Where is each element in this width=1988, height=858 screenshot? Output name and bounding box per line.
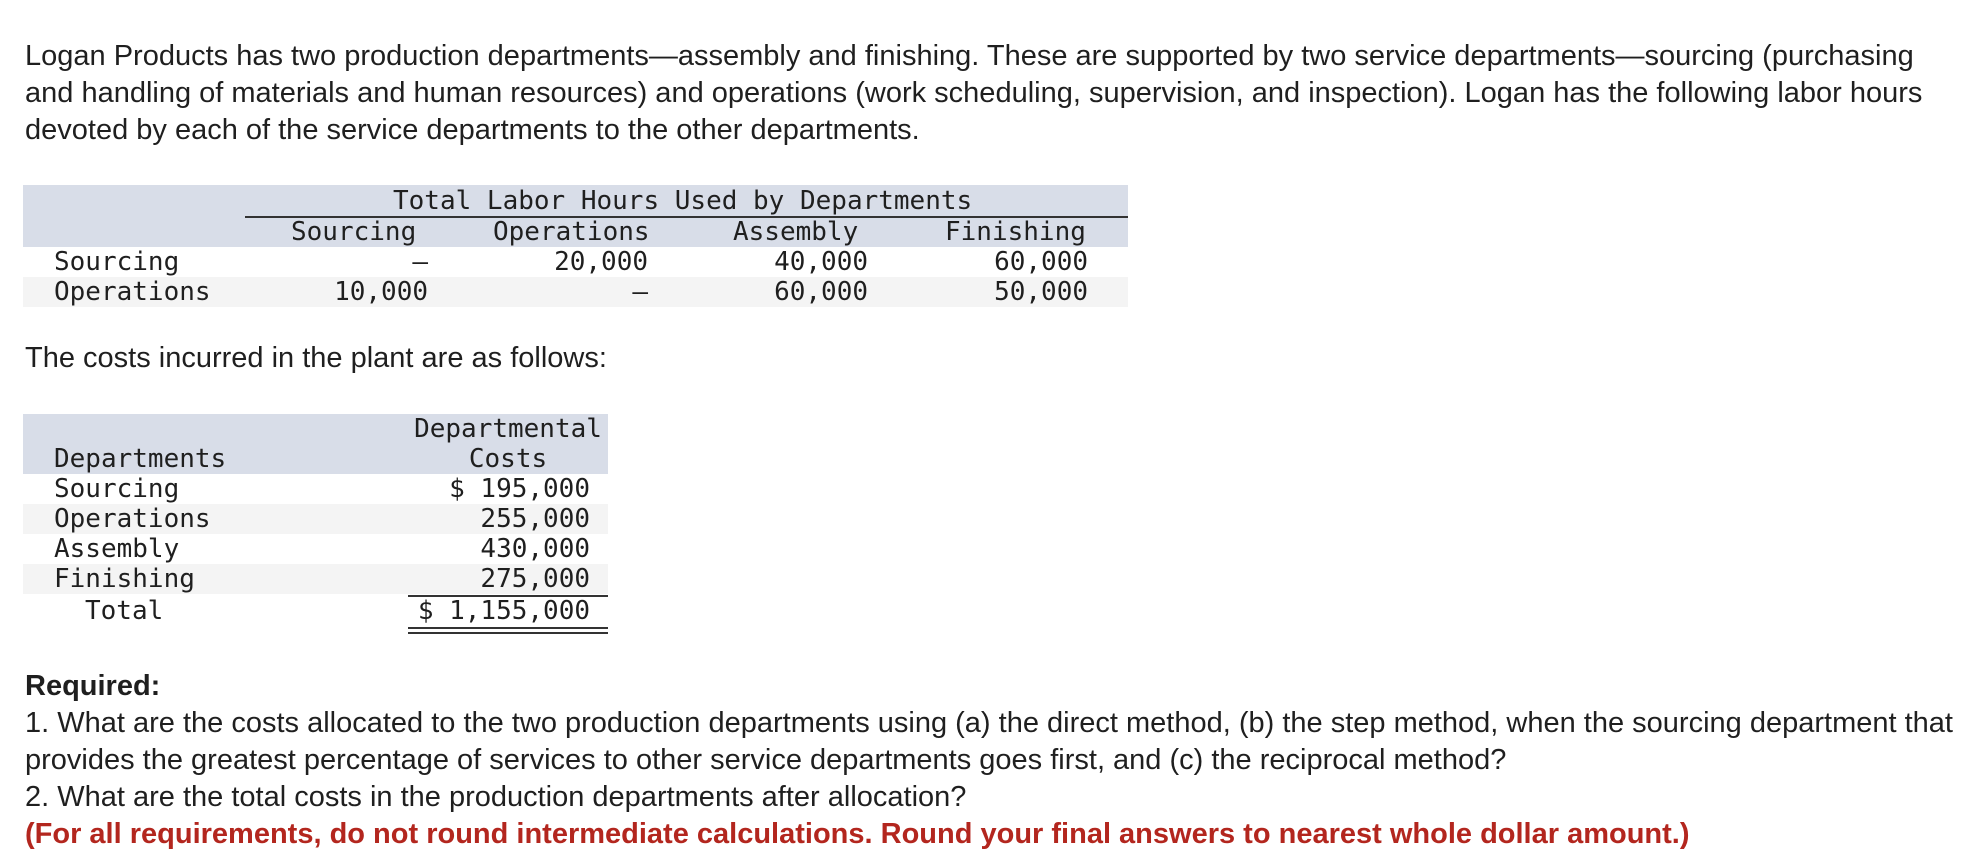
row-label-finishing: Finishing <box>54 564 195 594</box>
required-section <box>25 668 1965 853</box>
labor-hours-table <box>23 185 1128 307</box>
total-label: Total <box>85 596 164 626</box>
col-header-line1: Departmental <box>414 414 602 444</box>
required-item-1: 1. What are the costs allocated to the two production departments using (a) the direct method, (b) the step method, when the sourcing department that provides the greatest percentage of services to other service departments goes first, and (c) the reciprocal method? <box>25 707 1953 776</box>
total-double-rule-top <box>408 627 608 629</box>
departmental-costs-table <box>23 414 608 636</box>
cell-sourcing-assembly: 40,000 <box>774 247 868 277</box>
cell-operations-operations: – <box>632 277 648 307</box>
col-header-line2: Costs <box>468 444 548 474</box>
group-header: Total Labor Hours Used by Departments <box>393 186 973 216</box>
cell-sourcing-finishing: 60,000 <box>994 247 1088 277</box>
departments-header: Departments <box>54 444 227 474</box>
cell-operations-finishing: 50,000 <box>994 277 1088 307</box>
cost-operations: 255,000 <box>480 504 590 534</box>
cell-operations-assembly: 60,000 <box>774 277 868 307</box>
cost-sourcing: $ 195,000 <box>449 474 590 504</box>
total-double-rule-bottom <box>408 632 608 634</box>
col-header-sourcing: Sourcing <box>291 217 417 247</box>
required-item-2: 2. What are the total costs in the production departments after allocation? <box>25 781 967 813</box>
cell-sourcing-operations: 20,000 <box>554 247 648 277</box>
cost-finishing: 275,000 <box>480 564 590 594</box>
row-label-operations: Operations <box>54 504 211 534</box>
row-label-assembly: Assembly <box>54 534 180 564</box>
cell-operations-sourcing: 10,000 <box>334 277 428 307</box>
row-label-operations: Operations <box>54 277 211 307</box>
col-header-assembly: Assembly <box>733 217 859 247</box>
cell-sourcing-sourcing: – <box>412 247 428 277</box>
col-header-finishing: Finishing <box>945 217 1086 247</box>
total-value: $ 1,155,000 <box>417 596 590 626</box>
required-title: Required: <box>25 670 161 702</box>
required-note: (For all requirements, do not round intermediate calculations. Round your final answers to nearest whole dollar amount.) <box>25 818 1690 850</box>
cost-assembly: 430,000 <box>480 534 590 564</box>
row-label-sourcing: Sourcing <box>54 474 180 504</box>
col-header-operations: Operations <box>493 217 650 247</box>
intro-paragraph: Logan Products has two production departments—assembly and finishing. These are supported by two service departments—sourcing (purchasing and handling of materials and human resources) and operations (work scheduling, supervision, and inspection). Logan has the following labor hours devoted by each of the service departments to the other departments. <box>25 40 1923 146</box>
row-label-sourcing: Sourcing <box>54 247 180 277</box>
costs-intro-text: The costs incurred in the plant are as follows: <box>25 342 607 374</box>
